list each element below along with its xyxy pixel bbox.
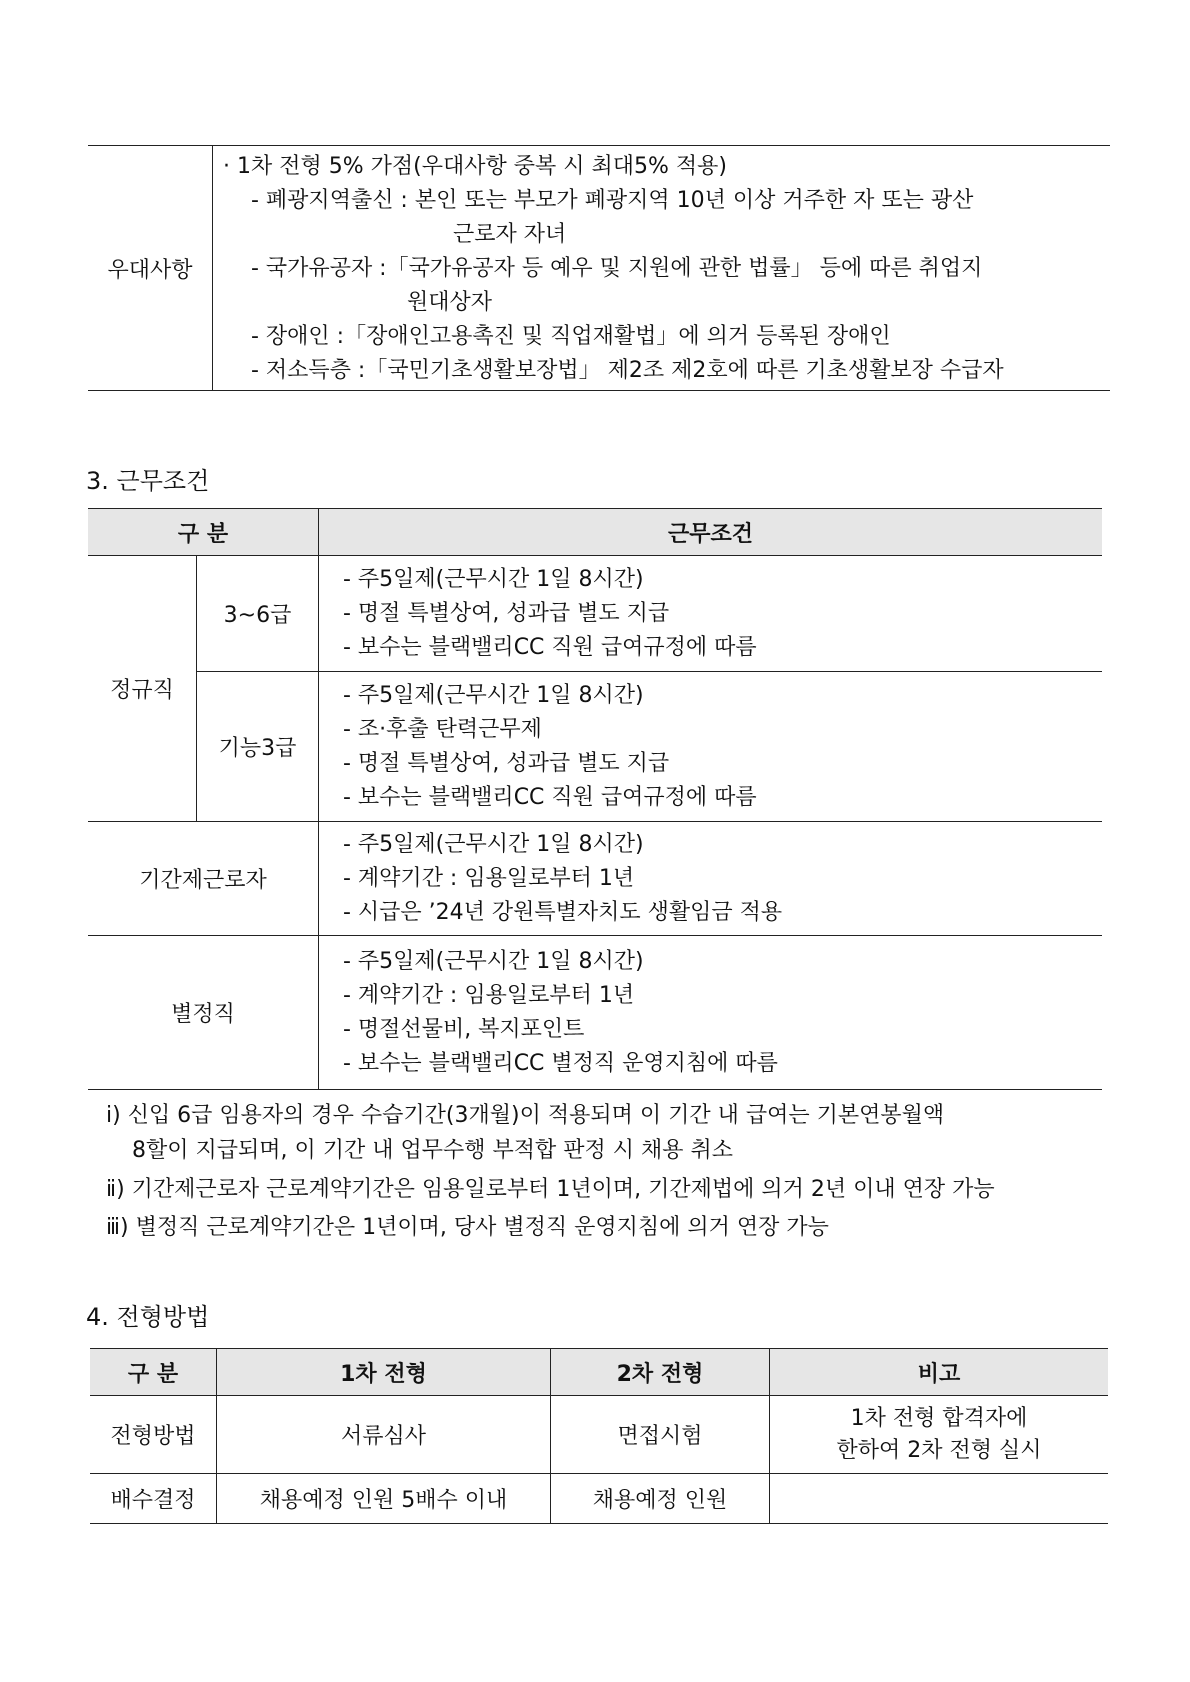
condition-cell — [319, 672, 1103, 822]
note-2: ⅱ) 기간제근로자 근로계약기간은 임용일로부터 1년이며, 기간제법에 의거 2년 이내 연장 가능 — [106, 1177, 995, 1202]
header-first-round: 1차 전형 — [217, 1349, 551, 1396]
remarks-cell — [770, 1396, 1109, 1474]
note-3: ⅲ) 별정직 근로계약기간은 1년이며, 당사 별정직 운영지침에 의거 연장 가능 — [106, 1215, 829, 1240]
preferential-label: 우대사항 — [88, 146, 213, 391]
preferential-line: - 저소득층 :「국민기초생활보장법」 제2조 제2호에 따른 기초생활보장 수급자 — [251, 358, 1004, 383]
condition-line: - 명절 특별상여, 성과급 별도 지급 — [343, 750, 670, 776]
regular-employee-label: 정규직 — [88, 556, 197, 822]
condition-line: - 주5일제(근무시간 1일 8시간) — [343, 831, 644, 857]
preferential-line: 근로자 자녀 — [453, 222, 567, 247]
condition-line: - 조·후출 탄력근무제 — [343, 716, 542, 742]
work-conditions-table — [88, 508, 1102, 1090]
condition-line: - 주5일제(근무시간 1일 8시간) — [343, 948, 644, 974]
condition-line: - 명절선물비, 복지포인트 — [343, 1016, 585, 1042]
second-round-cell: 채용예정 인원 — [551, 1474, 770, 1524]
condition-cell — [319, 556, 1103, 672]
condition-line: - 명절 특별상여, 성과급 별도 지급 — [343, 600, 670, 626]
condition-cell — [319, 936, 1103, 1090]
remarks-line: 한하여 2차 전형 실시 — [836, 1437, 1042, 1463]
condition-line: - 시급은 ’24년 강원특별자치도 생활임금 적용 — [343, 899, 783, 925]
header-category: 구 분 — [88, 509, 319, 556]
first-round-cell: 채용예정 인원 5배수 이내 — [217, 1474, 551, 1524]
header-condition: 근무조건 — [319, 509, 1103, 556]
grade-label: 별정직 — [88, 936, 319, 1090]
header-second-round: 2차 전형 — [551, 1349, 770, 1396]
section-4-title: 4. 전형방법 — [86, 1303, 210, 1331]
grade-label: 기간제근로자 — [88, 822, 319, 936]
selection-method-table — [90, 1348, 1108, 1524]
condition-line: - 계약기간 : 임용일로부터 1년 — [343, 865, 635, 891]
row-label: 배수결정 — [90, 1474, 217, 1524]
preferential-line: - 장애인 :「장애인고용촉진 및 직업재활법」에 의거 등록된 장애인 — [251, 324, 891, 349]
note-1-continued: 8할이 지급되며, 이 기간 내 업무수행 부적합 판정 시 채용 취소 — [132, 1138, 733, 1163]
preferential-line: · 1차 전형 5% 가점(우대사항 중복 시 최대5% 적용) — [223, 154, 727, 179]
section-3-title: 3. 근무조건 — [86, 467, 210, 495]
preferential-line: 원대상자 — [407, 290, 493, 315]
condition-line: - 보수는 블랙밸리CC 직원 급여규정에 따름 — [343, 634, 757, 660]
remarks-cell — [770, 1474, 1109, 1524]
header-remarks: 비고 — [770, 1349, 1109, 1396]
grade-label: 3~6급 — [197, 556, 319, 672]
condition-line: - 주5일제(근무시간 1일 8시간) — [343, 566, 644, 592]
preferential-line: - 국가유공자 :「국가유공자 등 예우 및 지원에 관한 법률」 등에 따른 취업지 — [251, 256, 983, 281]
condition-line: - 계약기간 : 임용일로부터 1년 — [343, 982, 635, 1008]
note-1: ⅰ) 신입 6급 임용자의 경우 수습기간(3개월)이 적용되며 이 기간 내 급여는 기본연봉월액 — [106, 1103, 945, 1128]
first-round-cell: 서류심사 — [217, 1396, 551, 1474]
condition-line: - 보수는 블랙밸리CC 직원 급여규정에 따름 — [343, 784, 757, 810]
remarks-line: 1차 전형 합격자에 — [850, 1405, 1028, 1431]
second-round-cell: 면접시험 — [551, 1396, 770, 1474]
preferential-line: - 폐광지역출신 : 본인 또는 부모가 폐광지역 10년 이상 거주한 자 또는 광산 — [251, 188, 974, 213]
row-label: 전형방법 — [90, 1396, 217, 1474]
preferential-table — [88, 145, 1110, 391]
condition-cell — [319, 822, 1103, 936]
condition-line: - 주5일제(근무시간 1일 8시간) — [343, 682, 644, 708]
condition-line: - 보수는 블랙밸리CC 별정직 운영지침에 따름 — [343, 1050, 778, 1076]
preferential-content — [213, 146, 1111, 391]
grade-label: 기능3급 — [197, 672, 319, 822]
header-category: 구 분 — [90, 1349, 217, 1396]
